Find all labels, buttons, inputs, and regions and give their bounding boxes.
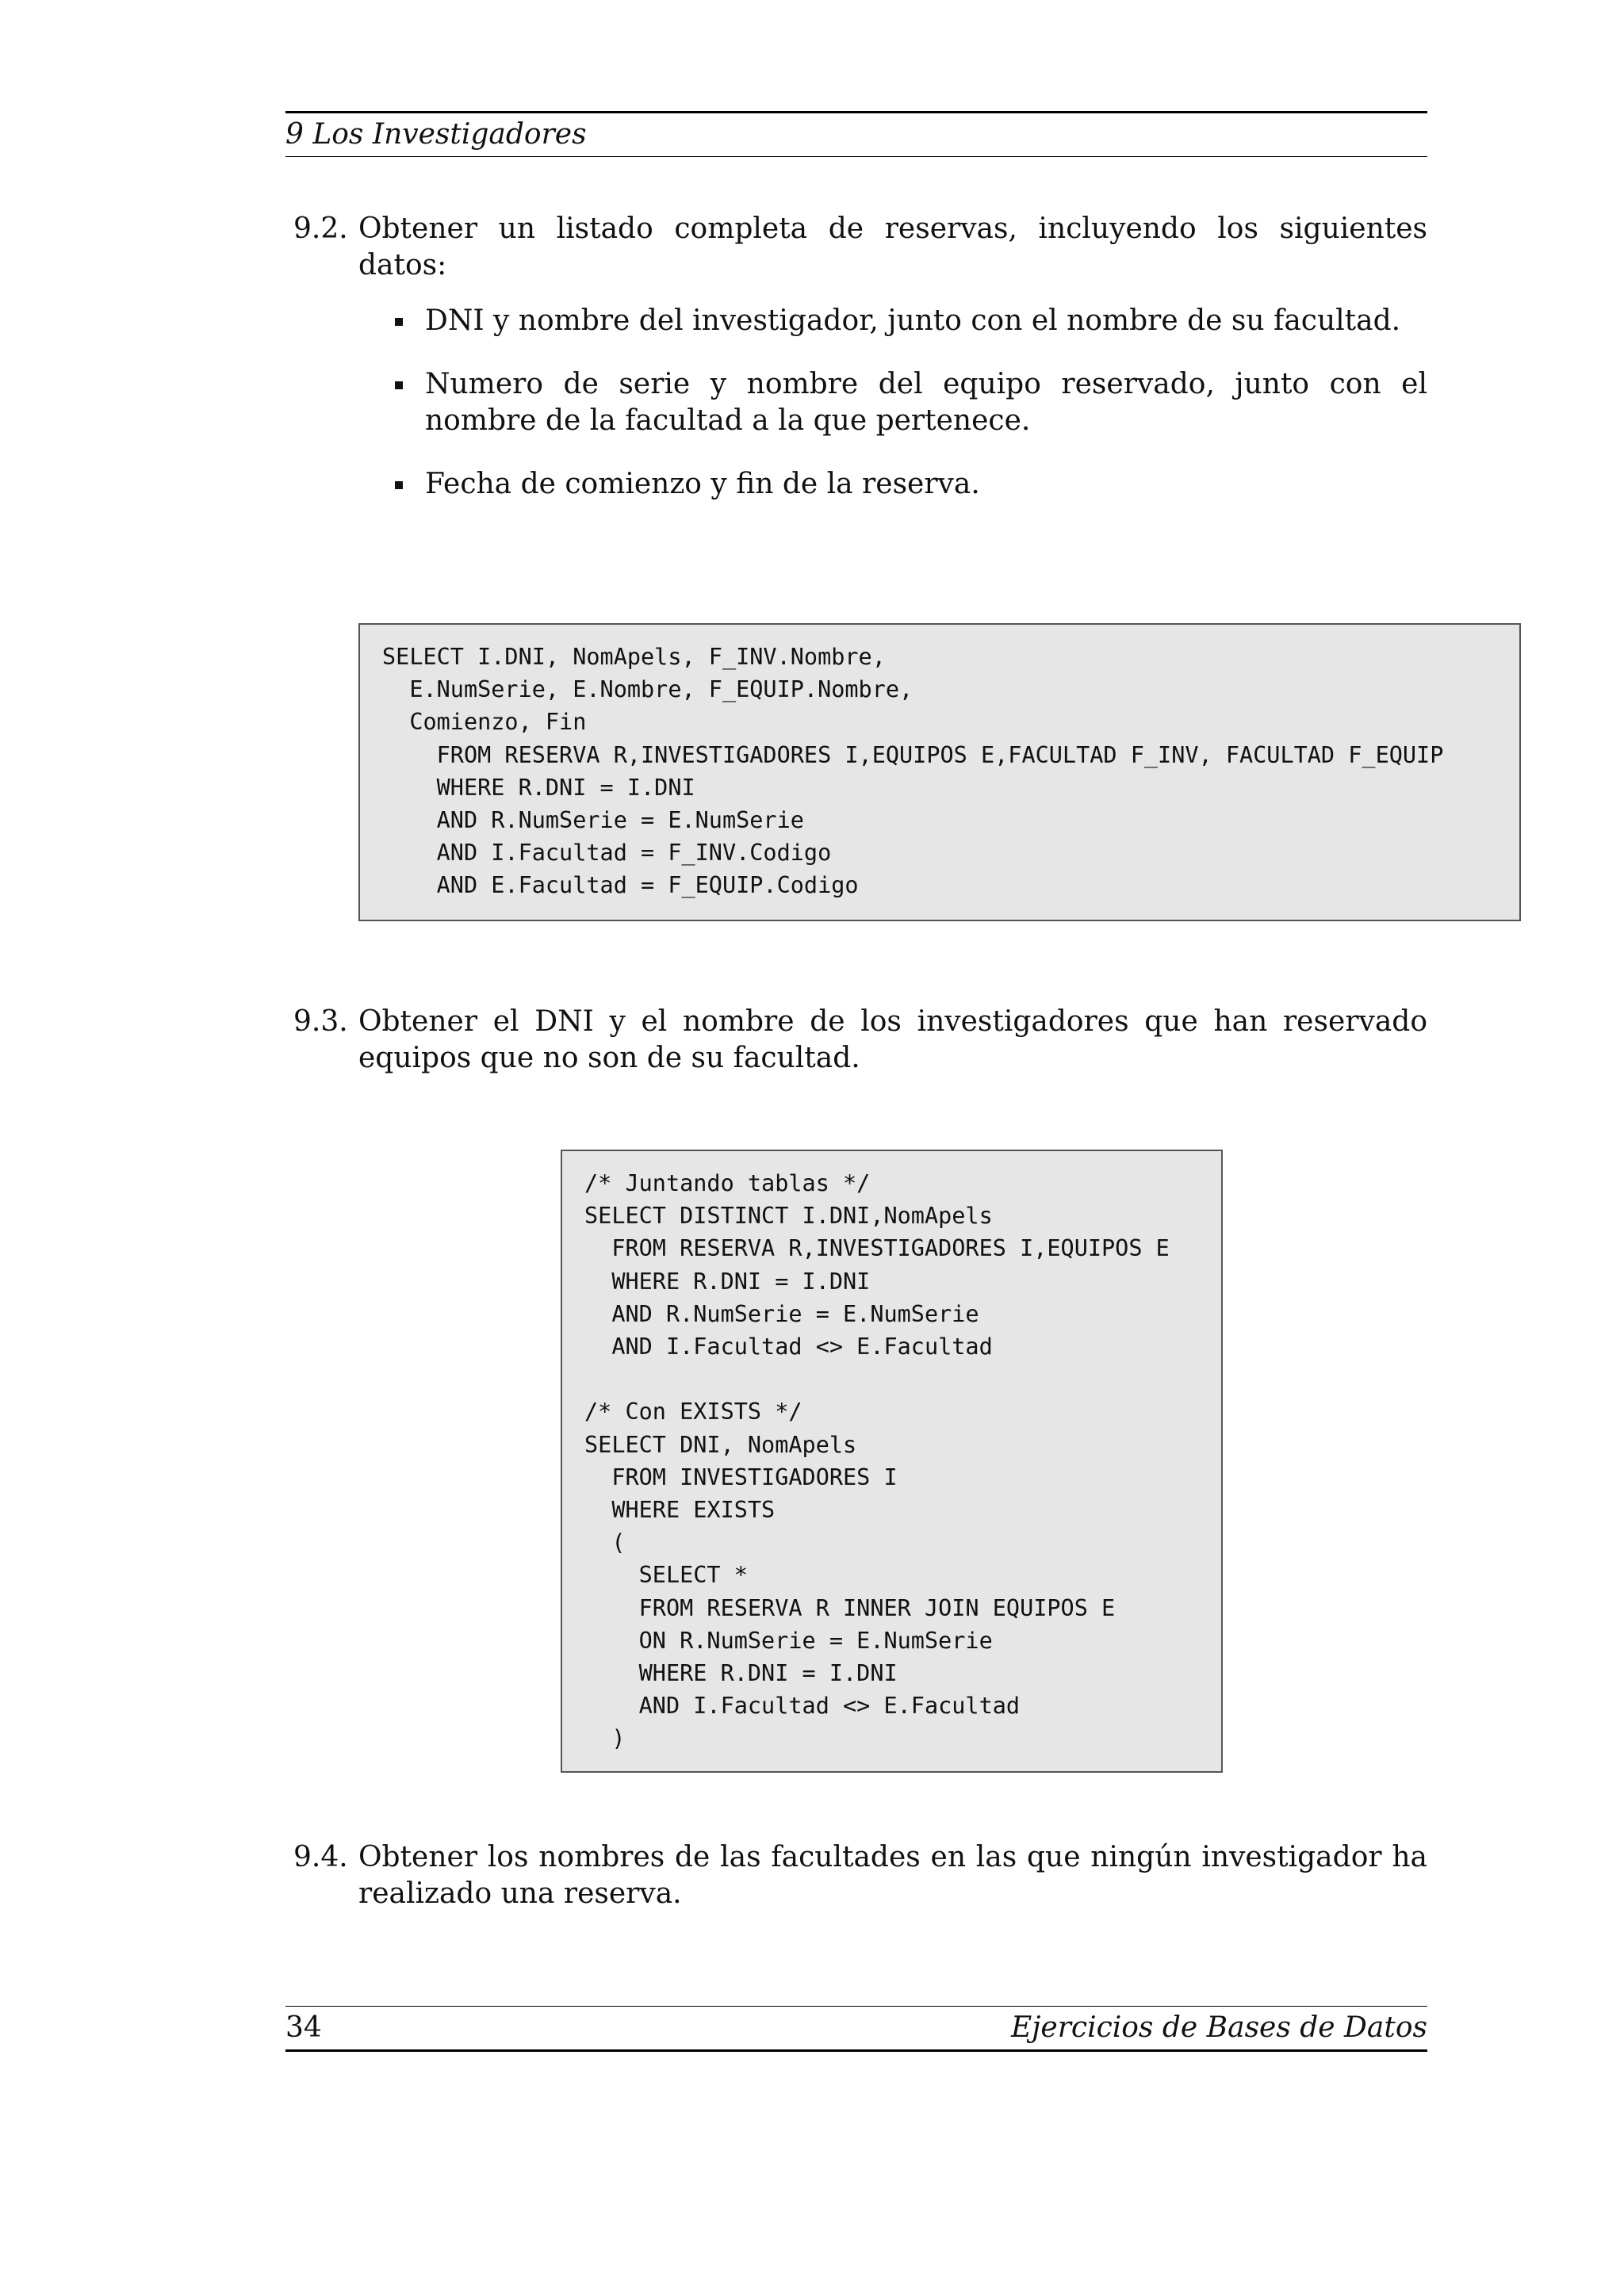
sql-code-block-9-2 bbox=[358, 623, 1521, 921]
exercise-number: 9.4. bbox=[293, 1841, 348, 1873]
list-item-text: DNI y nombre del investigador, junto con el nombre de su facultad. bbox=[425, 304, 1401, 337]
book-title: Ejercicios de Bases de Datos bbox=[1010, 2011, 1427, 2044]
list-item bbox=[393, 466, 1427, 503]
exercise-text: Obtener el DNI y el nombre de los investigadores que han reservado equipos que no son de su facultad. bbox=[358, 1005, 1427, 1074]
square-bullet-icon bbox=[395, 481, 403, 489]
exercise-number: 9.2. bbox=[293, 212, 348, 245]
sql-code-block-9-3 bbox=[561, 1150, 1223, 1773]
exercise-number: 9.3. bbox=[293, 1005, 348, 1038]
list-item-text: Fecha de comienzo y fin de la reserva. bbox=[425, 468, 980, 500]
exercise-9-3 bbox=[293, 1004, 1427, 1077]
square-bullet-icon bbox=[395, 318, 403, 326]
list-item-text: Numero de serie y nombre del equipo reservado, junto con el nombre de la facultad a la que pertenece. bbox=[425, 368, 1427, 437]
running-footer bbox=[285, 2006, 1427, 2052]
exercise-9-2 bbox=[293, 211, 1427, 284]
sql-code: SELECT I.DNI, NomApels, F_INV.Nombre, E.NumSerie, E.Nombre, F_EQUIP.Nombre, Comienzo, Fin FROM RESERVA R,INVESTIGADORES I,EQUIPOS E,FACULTAD F_INV, FACULTAD F_EQUIP WHERE R.DNI = I.DNI AND R.NumSerie = E.NumSerie AND I.Facultad = F_INV.Codigo AND E.Facultad = F_EQUIP.Codigo bbox=[382, 644, 1444, 899]
list-item bbox=[393, 303, 1427, 339]
requirements-list bbox=[393, 303, 1427, 530]
exercise-text: Obtener un listado completa de reservas, incluyendo los siguientes datos: bbox=[358, 212, 1427, 281]
page-number: 34 bbox=[285, 2011, 322, 2044]
chapter-title: 9 Los Investigadores bbox=[285, 118, 587, 151]
exercise-text: Obtener los nombres de las facultades en las que ningún investigador ha realizado una reserva. bbox=[358, 1841, 1427, 1910]
sql-code: /* Juntando tablas */ SELECT DISTINCT I.DNI,NomApels FROM RESERVA R,INVESTIGADORES I,EQUIPOS E WHERE R.DNI = I.DNI AND R.NumSerie = E.NumSerie AND I.Facultad <> E.Facultad /* Con EXISTS */ SELECT DNI, NomApels FROM INVESTIGADORES I WHERE EXISTS ( SELECT * FROM RESERVA R INNER JOIN EQUIPOS E ON R.NumSerie = E.NumSerie WHERE R.DNI = I.DNI AND I.Facultad <> E.Facultad ) bbox=[584, 1170, 1170, 1752]
running-header bbox=[285, 111, 1427, 157]
list-item bbox=[393, 366, 1427, 439]
exercise-9-4 bbox=[293, 1839, 1427, 1912]
square-bullet-icon bbox=[395, 381, 403, 389]
